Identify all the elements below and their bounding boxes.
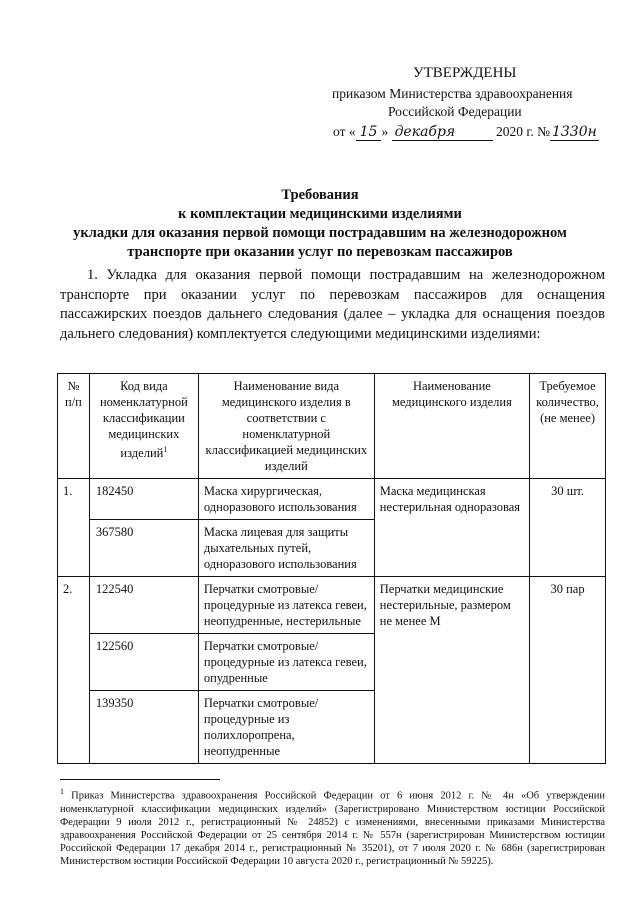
- row-type-name: Перчатки смотровые/процедурные из латекса гевеи, опудренные: [198, 634, 374, 691]
- row-code: 122560: [89, 634, 198, 691]
- header-code-text: Код вида номенклатурной классификации медицинских изделий: [99, 379, 188, 461]
- header-type-name: Наименование вида медицинского изделия в соответствии с номенклатурной классификацией медицинских изделий: [198, 374, 374, 479]
- approval-date-line: [333, 124, 599, 141]
- date-day-handwritten: 15: [356, 124, 382, 141]
- header-num: № п/п: [58, 374, 90, 479]
- date-prefix: от «: [333, 124, 356, 139]
- row-type-name: Маска хирургическая, одноразового использования: [198, 479, 374, 520]
- title-line-3: укладки для оказания первой помощи пострадавшим на железнодорожном: [73, 225, 567, 241]
- doc-number-handwritten: 1330н: [551, 124, 597, 140]
- row-qty: 30 пар: [530, 577, 606, 764]
- title-line-4: транспорте при оказании услуг по перевозкам пассажиров: [127, 244, 513, 260]
- row-code: 122540: [89, 577, 198, 634]
- footnote-ref: 1: [163, 445, 168, 454]
- date-mid: »: [381, 124, 389, 139]
- document-title: [40, 186, 600, 262]
- footnote: [60, 785, 605, 868]
- row-code: 367580: [89, 520, 198, 577]
- row-item-name: Перчатки медицинские нестерильные, размером не менее М: [374, 577, 529, 764]
- approval-order-line: приказом Министерства здравоохранения: [332, 86, 573, 101]
- table-row: [58, 577, 606, 634]
- table-row: [58, 479, 606, 520]
- title-line-1: Требования: [281, 187, 359, 203]
- date-month-handwritten: декабря: [392, 124, 493, 141]
- row-type-name: Перчатки смотровые/процедурные из полихлоропрена, неопудренные: [198, 691, 374, 764]
- footnote-text: Приказ Министерства здравоохранения Российской Федерации от 6 июня 2012 г. № 4н «Об утверждении номенклатурной классификации медицинских изделий» (Зарегистрировано Министерством юстиции Российской Федерации 9 июля 2012 г., регистрационный № 24852) с изменениями, внесенными приказами Министерства здравоохранения Российской Федерации от 25 сентября 2014 г. № 557н (зарегистрирован Министерством юстиции Российской Федерации 17 декабря 2014 г., регистрационный № 35201), от 7 июля 2020 г. № 686н (зарегистрирован Министерством юстиции Российской Федерации 10 августа 2020 г., регистрационный № 59225).: [60, 790, 605, 867]
- row-qty: 30 шт.: [530, 479, 606, 577]
- intro-paragraph: [60, 266, 605, 344]
- row-type-name: Маска лицевая для защиты дыхательных путей, одноразового использования: [198, 520, 374, 577]
- approval-heading: УТВЕРЖДЕНЫ: [413, 65, 517, 81]
- footnote-mark: 1: [60, 787, 64, 796]
- row-num: 1.: [58, 479, 90, 577]
- approval-country-line: Российской Федерации: [388, 104, 522, 119]
- row-item-name: Маска медицинская нестерильная одноразовая: [374, 479, 529, 577]
- title-line-2: к комплектации медицинскими изделиями: [178, 206, 462, 222]
- header-item-name: Наименование медицинского изделия: [374, 374, 529, 479]
- table-header-row: [58, 374, 606, 479]
- row-code: 139350: [89, 691, 198, 764]
- header-qty: Требуемое количество, (не менее): [530, 374, 606, 479]
- footnote-divider: [60, 779, 220, 780]
- header-code: [89, 374, 198, 479]
- approval-block: [0, 0, 640, 150]
- intro-paragraph-text: 1. Укладка для оказания первой помощи пострадавшим на железнодорожном транспорте при оказании услуг по перевозкам пассажиров для оснащения пассажирских поездов дальнего следования (далее – укладка для оснащения поездов дальнего следования) комплектуется следующими медицинскими изделиями:: [60, 267, 605, 342]
- row-num: 2.: [58, 577, 90, 764]
- date-year: 2020 г. №: [495, 124, 550, 139]
- row-type-name: Перчатки смотровые/процедурные из латекса гевеи, неопудренные, нестерильные: [198, 577, 374, 634]
- requirements-table: [57, 373, 606, 764]
- row-code: 182450: [89, 479, 198, 520]
